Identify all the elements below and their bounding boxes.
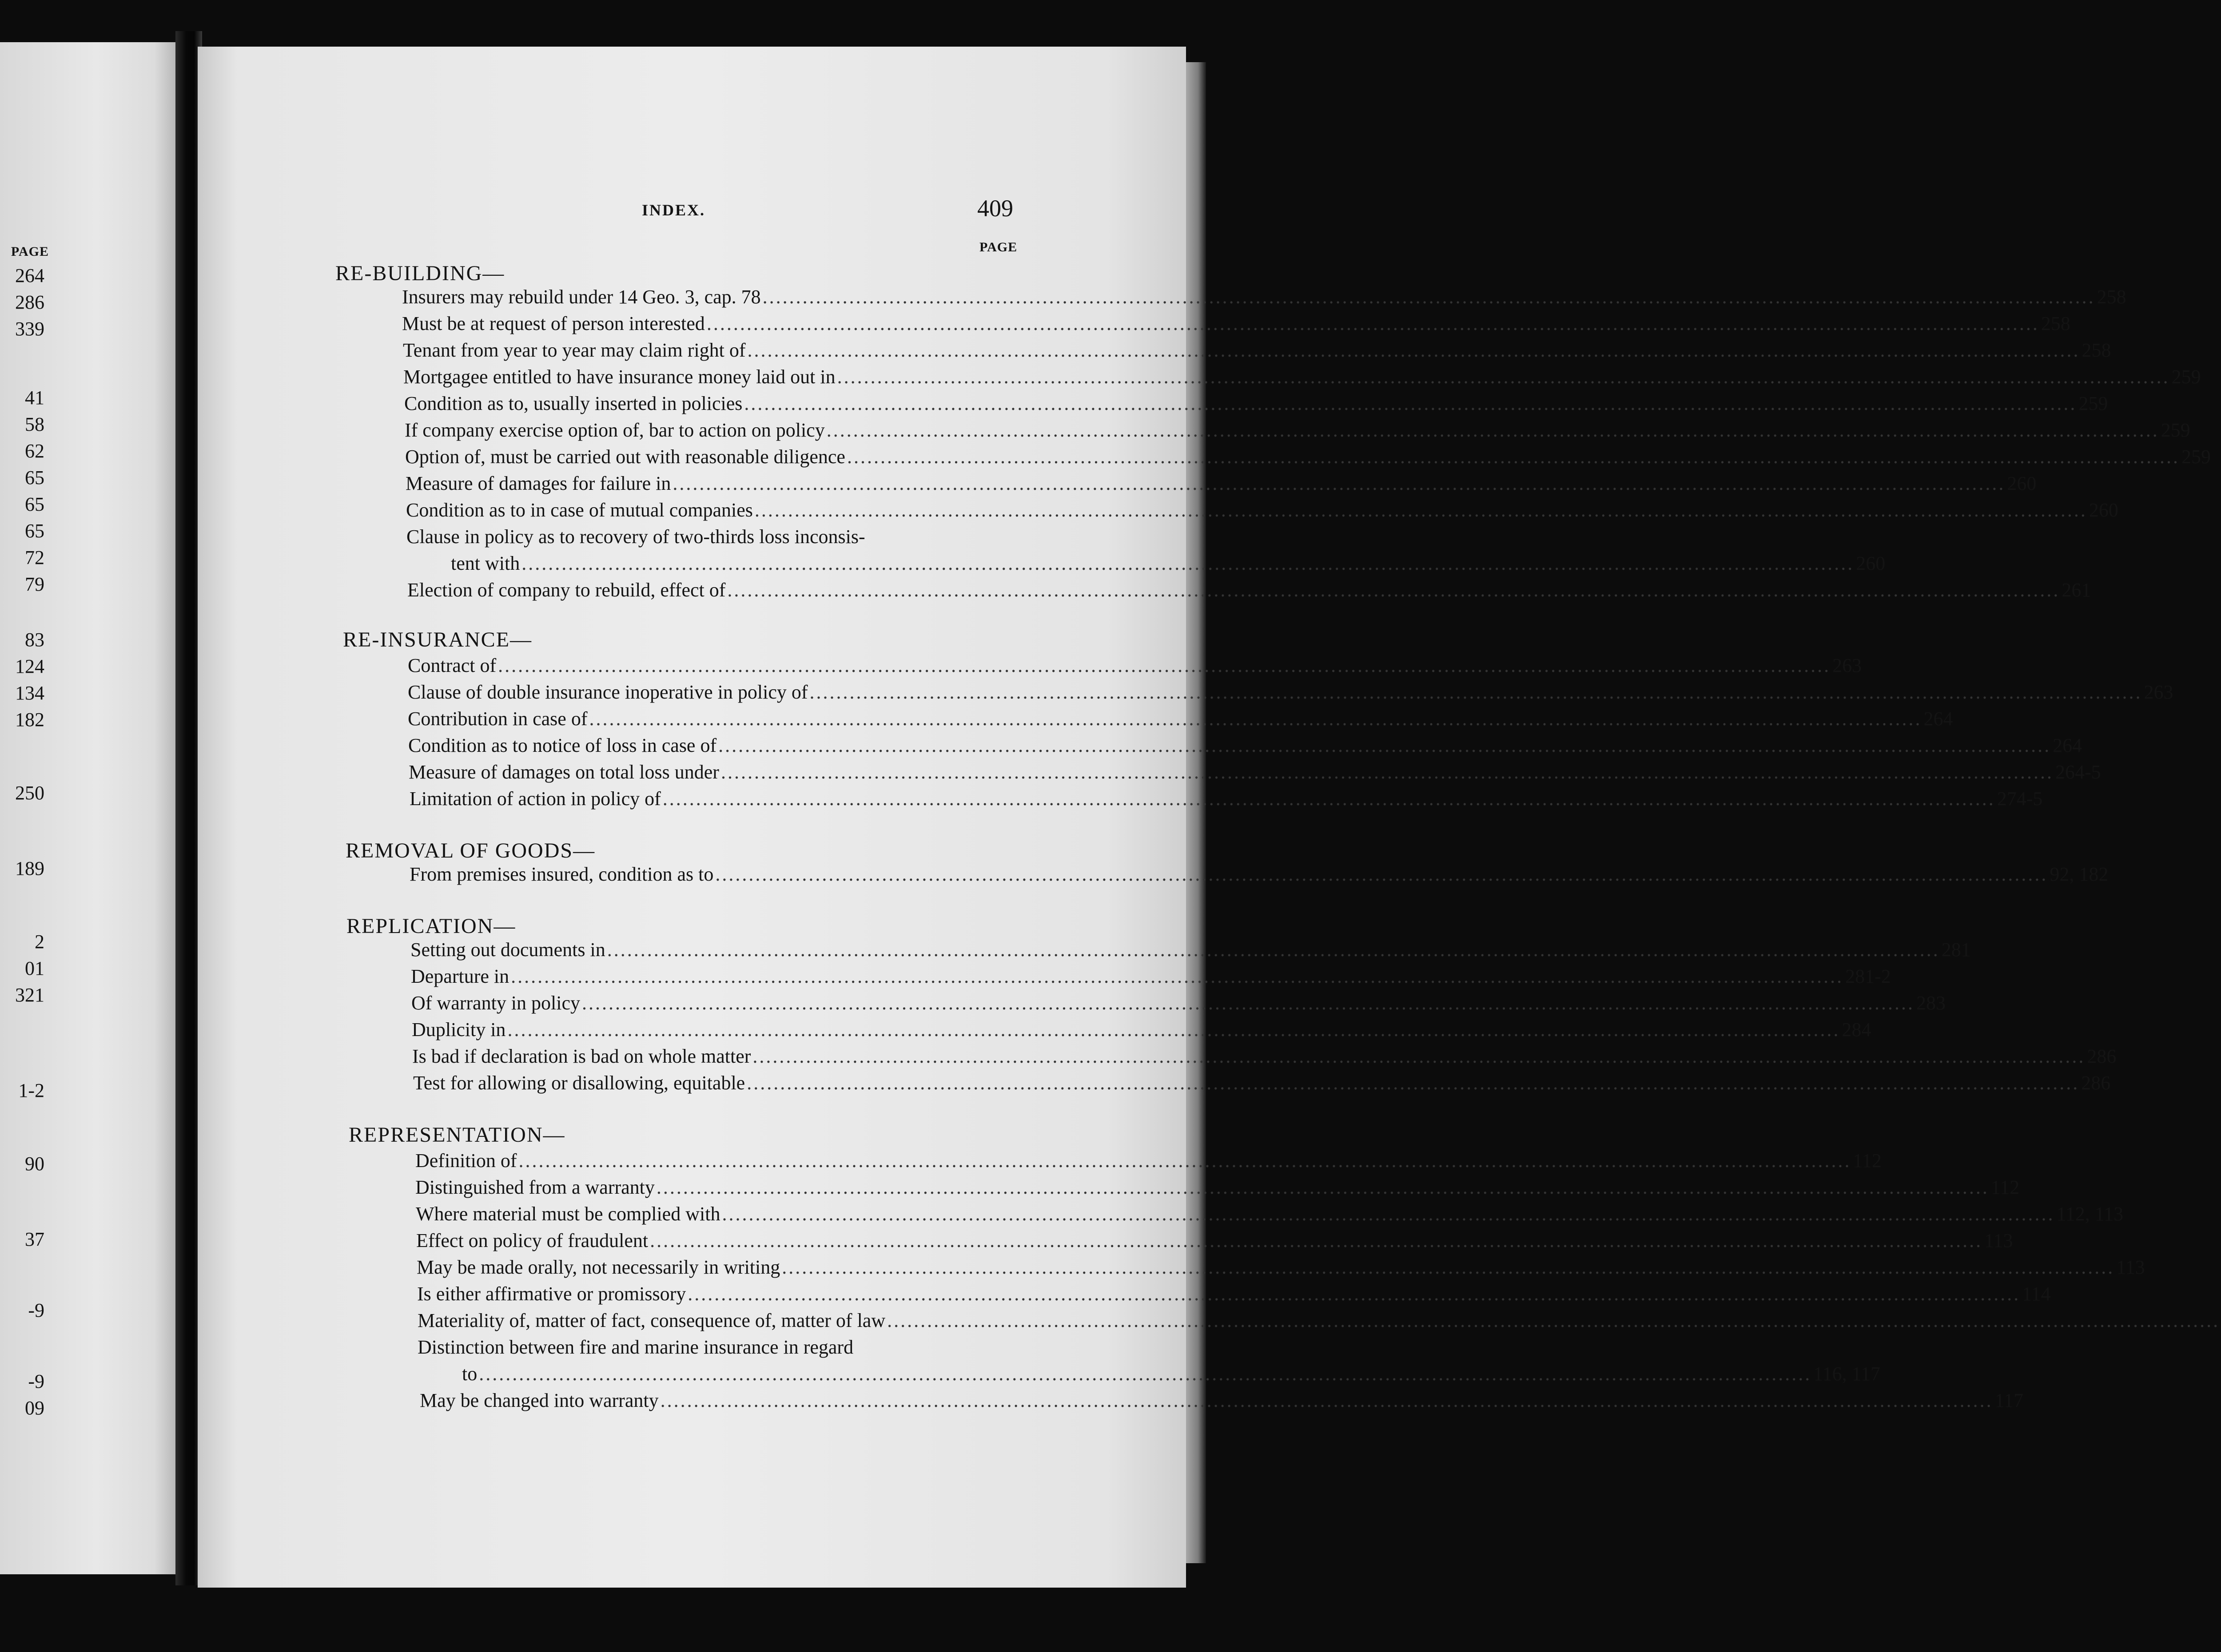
dot-leader: ........................................................................................................................................................................................................ — [754, 499, 2087, 521]
entry-page: 114 — [2022, 1283, 2051, 1305]
left-page-number: 264 — [15, 265, 44, 286]
entry-page: 281 — [1941, 939, 1971, 961]
entry-text: Contract of — [408, 655, 497, 676]
entry-text: Condition as to, usually inserted in policies — [404, 393, 743, 414]
dot-leader: ........................................................................................................................................................................................................ — [498, 655, 1831, 676]
index-entry — [418, 1309, 2220, 1332]
entry-page: 92, 182 — [2050, 863, 2109, 885]
dot-leader: ........................................................................................................................................................................................................ — [662, 788, 1995, 810]
left-page-number: 65 — [25, 467, 44, 488]
dot-leader: ........................................................................................................................................................................................................ — [607, 939, 1940, 961]
dot-leader: ........................................................................................................................................................................................................ — [589, 708, 1922, 730]
index-entry — [417, 1283, 2051, 1305]
entry-page: 263 — [1832, 655, 1862, 676]
entry-text: Option of, must be carried out with reasonable diligence — [405, 446, 845, 468]
dot-leader: ........................................................................................................................................................................................................ — [656, 1176, 1989, 1198]
entry-text: Clause in policy as to recovery of two-thirds loss inconsis- — [406, 526, 865, 548]
index-entry — [411, 965, 1891, 988]
dot-leader: ........................................................................................................................................................................................................ — [847, 446, 2180, 468]
left-page-number: 09 — [25, 1397, 44, 1419]
dot-leader: ........................................................................................................................................................................................................ — [518, 1150, 1851, 1171]
entry-page: 281-2 — [1845, 965, 1891, 987]
entry-text: Materiality of, matter of fact, consequence of, matter of law — [418, 1310, 886, 1331]
entry-page: 260 — [1856, 552, 1886, 574]
left-page-number: 90 — [25, 1153, 44, 1175]
entry-text: Limitation of action in policy of — [410, 788, 661, 810]
entry-page: 113 — [2116, 1256, 2145, 1278]
entry-text: Departure in — [411, 965, 509, 987]
entry-page: 258 — [2041, 313, 2070, 334]
dot-leader: ........................................................................................................................................................................................................ — [762, 286, 2095, 308]
entry-page: 264 — [1923, 708, 1953, 730]
dot-leader: ........................................................................................................................................................................................................ — [747, 1072, 2080, 1094]
entry-text: Must be at request of person interested — [402, 313, 705, 334]
index-entry — [415, 1176, 2020, 1199]
entry-page: 259 — [2078, 393, 2108, 414]
left-page-number: -9 — [28, 1370, 44, 1392]
index-entry — [405, 419, 2190, 441]
section-heading: RE-BUILDING— — [335, 262, 505, 285]
section-heading: REMOVAL OF GOODS— — [346, 839, 596, 862]
entry-page: 117 — [1994, 1390, 2023, 1411]
entry-text: If company exercise option of, bar to action on policy — [405, 419, 825, 441]
dot-leader: ........................................................................................................................................................................................................ — [715, 863, 2048, 885]
entry-page: 260 — [2089, 499, 2118, 521]
entry-page: 116, 117 — [1813, 1363, 1880, 1385]
dot-leader: ........................................................................................................................................................................................................ — [650, 1230, 1983, 1251]
entry-text: Setting out documents in — [410, 939, 605, 961]
left-page-number: 250 — [15, 782, 44, 804]
dot-leader: ........................................................................................................................................................................................................ — [718, 735, 2051, 756]
entry-text: Insurers may rebuild under 14 Geo. 3, cap. 78 — [402, 286, 761, 308]
entry-text: Where material must be complied with — [416, 1203, 720, 1225]
entry-page: 112 — [1990, 1176, 2020, 1198]
dot-leader: ........................................................................................................................................................................................................ — [727, 579, 2060, 601]
page-column-label: PAGE — [979, 240, 1018, 254]
entry-page: 263 — [2144, 681, 2173, 703]
entry-page: 284 — [1842, 1019, 1871, 1040]
entry-continuation: tent with — [451, 552, 520, 574]
left-page-column-header: PAGE — [11, 244, 49, 259]
index-entry — [408, 707, 1953, 730]
index-entry — [415, 1149, 1882, 1172]
entry-text: From premises insured, condition as to — [410, 863, 714, 885]
index-entry — [403, 339, 2111, 361]
entry-page: 259 — [2181, 446, 2211, 468]
dot-leader: ........................................................................................................................................................................................................ — [837, 366, 2170, 388]
entry-text: Effect on policy of fraudulent — [416, 1230, 649, 1251]
entry-text: Clause of double insurance inoperative in policy of — [408, 681, 808, 703]
index-entry — [409, 761, 2101, 783]
entry-page: 259 — [2171, 366, 2201, 388]
entry-text: Election of company to rebuild, effect of — [407, 579, 726, 601]
entry-page: 274-5 — [1997, 788, 2043, 810]
left-page-number: 134 — [15, 682, 44, 704]
index-entry — [420, 1389, 2023, 1412]
dot-leader: ........................................................................................................................................................................................................ — [688, 1283, 2021, 1305]
left-page — [0, 42, 175, 1574]
dot-leader: ........................................................................................................................................................................................................ — [660, 1390, 1993, 1411]
dot-leader: ........................................................................................................................................................................................................ — [582, 992, 1915, 1014]
section-heading: REPLICATION— — [346, 914, 516, 938]
entry-text: Of warranty in policy — [411, 992, 580, 1014]
entry-text: Condition as to in case of mutual companies — [406, 499, 753, 521]
index-entry — [407, 579, 2091, 601]
entry-text: Tenant from year to year may claim right of — [403, 339, 746, 361]
index-entry — [405, 445, 2211, 468]
index-entry — [451, 552, 1886, 575]
index-entry — [408, 681, 2173, 703]
entry-page: 113 — [1984, 1230, 2013, 1251]
left-page-number: 286 — [15, 291, 44, 313]
entry-page: 260 — [2007, 473, 2037, 494]
index-entry — [416, 1203, 2124, 1225]
entry-text: May be changed into warranty — [420, 1390, 659, 1411]
entry-page: 286 — [2087, 1045, 2117, 1067]
entry-text: Is either affirmative or promissory — [417, 1283, 686, 1305]
index-entry — [402, 286, 2126, 308]
page-number: 409 — [977, 195, 1013, 222]
index-entry — [403, 365, 2201, 388]
left-page-number: 01 — [25, 957, 44, 979]
entry-text: Distinguished from a warranty — [415, 1176, 655, 1198]
dot-leader: ........................................................................................................................................................................................................ — [809, 681, 2142, 703]
left-page-number: 72 — [25, 547, 44, 568]
dot-leader: ........................................................................................................................................................................................................ — [720, 761, 2054, 783]
left-page-number: 321 — [15, 984, 44, 1006]
entry-text: Mortgagee entitled to have insurance money laid out in — [403, 366, 836, 388]
index-entry — [406, 472, 2037, 495]
left-page-number: 79 — [25, 573, 44, 595]
left-page-number: 62 — [25, 440, 44, 462]
entry-page: 261 — [2062, 579, 2091, 601]
entry-page: 258 — [2082, 339, 2111, 361]
dot-leader: ........................................................................................................................................................................................................ — [507, 1019, 1840, 1040]
entry-page: 112 — [1853, 1150, 1882, 1171]
index-entry — [406, 499, 2118, 521]
left-page-number: 189 — [15, 858, 44, 879]
dot-leader: ........................................................................................................................................................................................................ — [673, 473, 2006, 494]
index-entry — [408, 734, 2082, 757]
dot-leader: ........................................................................................................................................................................................................ — [744, 393, 2077, 414]
entry-text: Measure of damages for failure in — [406, 473, 671, 494]
entry-page: 258 — [2097, 286, 2126, 308]
index-entry — [410, 787, 2043, 810]
entry-text: May be made orally, not necessarily in writing — [417, 1256, 780, 1278]
left-page-number: 83 — [25, 629, 44, 651]
left-page-number: 65 — [25, 520, 44, 542]
dot-leader: ........................................................................................................................................................................................................ — [511, 965, 1844, 987]
dot-leader: ........................................................................................................................................................................................................ — [826, 419, 2159, 441]
entry-text: Measure of damages on total loss under — [409, 761, 719, 783]
running-title: INDEX. — [642, 201, 706, 219]
index-entry — [413, 1072, 2111, 1094]
dot-leader: ........................................................................................................................................................................................................ — [706, 313, 2039, 334]
left-page-number: 41 — [25, 387, 44, 409]
index-entry — [411, 992, 1946, 1014]
index-entry — [410, 863, 2109, 886]
entry-text: Is bad if declaration is bad on whole matter — [412, 1045, 751, 1067]
entry-page: 283 — [1916, 992, 1946, 1014]
index-entry — [417, 1256, 2145, 1279]
index-entry — [408, 654, 1862, 677]
left-page-number: 124 — [15, 655, 44, 677]
entry-text: Contribution in case of — [408, 708, 588, 730]
left-page-number: 58 — [25, 413, 44, 435]
dot-leader: ........................................................................................................................................................................................................ — [521, 552, 1855, 574]
entry-page: 264 — [2053, 735, 2082, 756]
index-entry — [404, 392, 2108, 415]
entry-page: 112, 113 — [2056, 1203, 2124, 1225]
section-heading: RE-INSURANCE— — [343, 628, 533, 651]
entry-page: 286 — [2081, 1072, 2111, 1094]
dot-leader: ........................................................................................................................................................................................................ — [722, 1203, 2055, 1225]
index-entry — [412, 1045, 2117, 1068]
section-heading: REPRESENTATION— — [349, 1123, 565, 1147]
entry-page: 259 — [2161, 419, 2190, 441]
dot-leader: ........................................................................................................................................................................................................ — [479, 1363, 1812, 1385]
dot-leader: ........................................................................................................................................................................................................ — [752, 1045, 2086, 1067]
left-page-number: 37 — [25, 1228, 44, 1250]
entry-text: Definition of — [415, 1150, 517, 1171]
entry-text: Condition as to notice of loss in case of — [408, 735, 717, 756]
left-page-number: 65 — [25, 493, 44, 515]
index-entry — [416, 1229, 2013, 1252]
entry-page: 264-5 — [2055, 761, 2101, 783]
index-entry — [402, 312, 2070, 335]
dot-leader: ........................................................................................................................................................................................................ — [782, 1256, 2115, 1278]
entry-text: Test for allowing or disallowing, equitable — [413, 1072, 745, 1094]
index-entry — [412, 1018, 1871, 1041]
index-entry — [410, 938, 1971, 961]
left-page-number: 2 — [35, 931, 44, 953]
dot-leader: ........................................................................................................................................................................................................ — [887, 1310, 2220, 1331]
left-page-number: 339 — [15, 318, 44, 340]
left-page-number: 182 — [15, 709, 44, 731]
index-entry — [462, 1362, 1880, 1385]
left-page-number: 1-2 — [18, 1080, 44, 1101]
dot-leader: ........................................................................................................................................................................................................ — [747, 339, 2080, 361]
left-page-number: -9 — [28, 1299, 44, 1321]
entry-text: Distinction between fire and marine insurance in regard — [418, 1336, 854, 1358]
entry-continuation: to — [462, 1363, 478, 1385]
entry-text: Duplicity in — [412, 1019, 506, 1040]
